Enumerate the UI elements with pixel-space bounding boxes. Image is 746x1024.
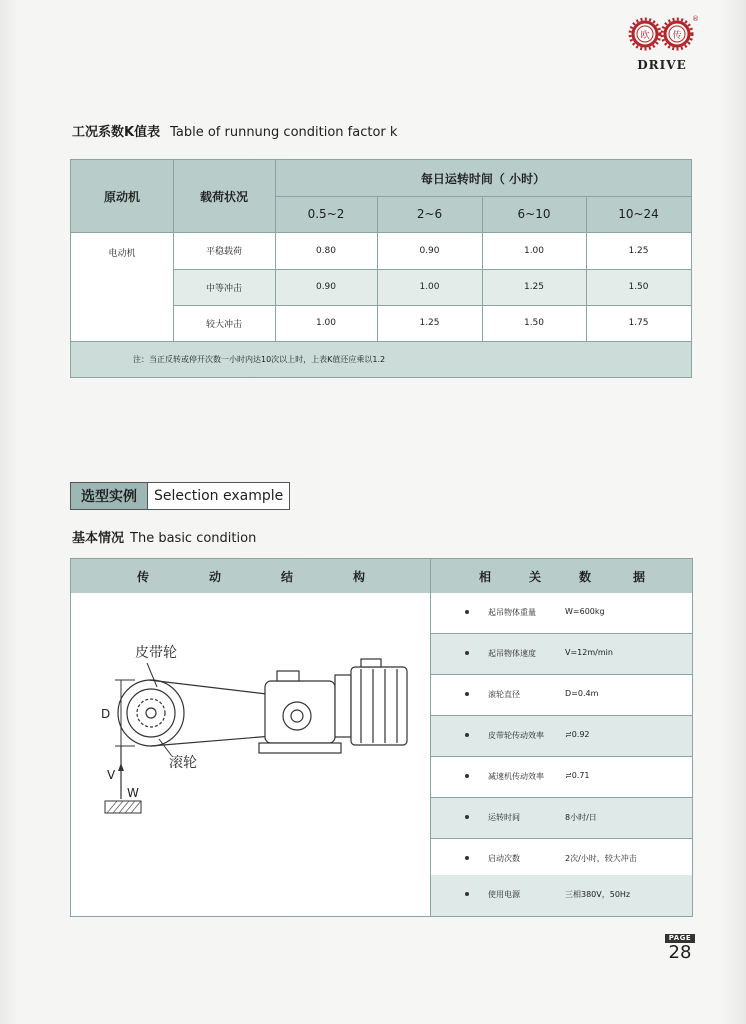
table-header bbox=[71, 559, 692, 593]
row-label: 起吊物体速度 bbox=[488, 649, 536, 658]
k-table-title-en: Table of runnung condition factor k bbox=[170, 125, 398, 140]
row-label: 运转时间 bbox=[488, 813, 520, 822]
row-label: 皮带轮传动效率 bbox=[488, 731, 544, 740]
factor-cell: 1.00 bbox=[523, 245, 545, 256]
selection-example-title bbox=[70, 482, 290, 510]
factor-cell: 1.50 bbox=[523, 318, 545, 328]
header-left-char: 结 bbox=[281, 569, 294, 584]
logo-char-right: 传 bbox=[672, 31, 682, 41]
row-value: 8小时/日 bbox=[565, 813, 597, 822]
header-left-char: 动 bbox=[209, 569, 222, 584]
hour-range: 6~10 bbox=[517, 207, 551, 221]
row-label: 启动次数 bbox=[488, 854, 520, 863]
factor-cell: 1.00 bbox=[315, 318, 337, 328]
page-number bbox=[665, 934, 695, 963]
registered-mark: ® bbox=[692, 15, 699, 23]
factor-cell: 1.25 bbox=[523, 282, 545, 292]
hour-range: 10~24 bbox=[618, 207, 659, 221]
row-value: ≓0.71 bbox=[565, 771, 590, 780]
header-right-char: 关 bbox=[529, 569, 542, 584]
factor-cell: 1.50 bbox=[628, 282, 649, 292]
load-cell: 平稳载荷 bbox=[205, 247, 242, 257]
prime-mover-cell: 电动机 bbox=[108, 248, 136, 259]
factor-cell: 0.80 bbox=[315, 245, 337, 256]
table-note: 注：当正反转或停开次数一小时内达10次以上时，上表K值还应乘以1.2 bbox=[71, 341, 691, 377]
header-right-char: 据 bbox=[633, 569, 646, 584]
condition-factor-table bbox=[70, 159, 692, 378]
header-prime-mover: 原动机 bbox=[103, 189, 140, 204]
factor-cell: 1.25 bbox=[628, 245, 649, 256]
v-label: V bbox=[107, 768, 116, 782]
row-value: W=600kg bbox=[565, 607, 605, 616]
k-table-title-cn: 工况系数K值表 bbox=[72, 125, 161, 140]
k-table-title bbox=[72, 121, 397, 140]
data-row bbox=[431, 675, 692, 716]
row-label: 使用电源 bbox=[488, 890, 520, 899]
v-arrow-icon bbox=[118, 763, 124, 771]
factor-cell: 0.90 bbox=[419, 245, 440, 256]
row-value: D=0.4m bbox=[565, 689, 599, 698]
basic-condition-table bbox=[70, 558, 693, 917]
row-label: 滚轮直径 bbox=[488, 690, 520, 699]
basic-condition-title bbox=[72, 527, 256, 546]
row-value: 三相380V，50Hz bbox=[565, 890, 631, 899]
row-value: V=12m/min bbox=[565, 648, 613, 657]
logo-char-left: 欧 bbox=[640, 31, 650, 41]
load-cell: 较大冲击 bbox=[205, 319, 242, 330]
w-label: W bbox=[127, 786, 139, 800]
data-row bbox=[431, 716, 692, 757]
drive-logo bbox=[628, 14, 699, 76]
factor-cell: 1.75 bbox=[628, 318, 649, 328]
pulley-label: 皮带轮 bbox=[135, 645, 177, 661]
header-load: 载荷状况 bbox=[199, 189, 248, 204]
header-left-char: 构 bbox=[353, 569, 366, 584]
hour-range: 2~6 bbox=[416, 207, 443, 221]
selection-title-en: Selection example bbox=[148, 483, 289, 509]
data-row bbox=[431, 875, 692, 916]
logo-text: DRIVE bbox=[637, 58, 687, 72]
basic-title-en: The basic condition bbox=[130, 531, 257, 546]
gear-reducer-drawing bbox=[259, 659, 407, 753]
selection-title-cn: 选型实例 bbox=[71, 483, 148, 509]
factor-cell: 1.25 bbox=[419, 318, 440, 328]
data-row bbox=[431, 839, 692, 880]
row-value: 2次/小时，较大冲击 bbox=[565, 854, 637, 863]
data-row bbox=[431, 634, 692, 675]
data-row bbox=[431, 757, 692, 798]
factor-cell: 1.00 bbox=[419, 282, 440, 292]
page-number-value: 28 bbox=[668, 942, 692, 963]
roller-label: 滚轮 bbox=[169, 755, 197, 771]
row-label: 起吊物体重量 bbox=[488, 608, 536, 617]
data-row bbox=[431, 798, 692, 839]
header-right-char: 相 bbox=[479, 569, 492, 584]
header-left-char: 传 bbox=[137, 569, 150, 584]
hour-range: 0.5~2 bbox=[307, 207, 345, 221]
row-value: ≓0.92 bbox=[565, 730, 590, 739]
factor-cell: 0.90 bbox=[315, 282, 337, 292]
transmission-diagram bbox=[99, 629, 419, 849]
header-hours: 每日运转时间（ 小时） bbox=[420, 171, 546, 186]
row-label: 减速机传动效率 bbox=[488, 772, 544, 781]
page-tag: PAGE bbox=[665, 934, 695, 943]
load-cell: 中等冲击 bbox=[205, 283, 242, 294]
gear-logo-icon bbox=[628, 14, 699, 60]
header-right-char: 数 bbox=[579, 569, 592, 584]
data-row bbox=[431, 593, 692, 634]
pulley-drawing bbox=[118, 680, 184, 746]
d-label: D bbox=[101, 707, 111, 721]
basic-title-cn: 基本情况 bbox=[72, 531, 125, 546]
